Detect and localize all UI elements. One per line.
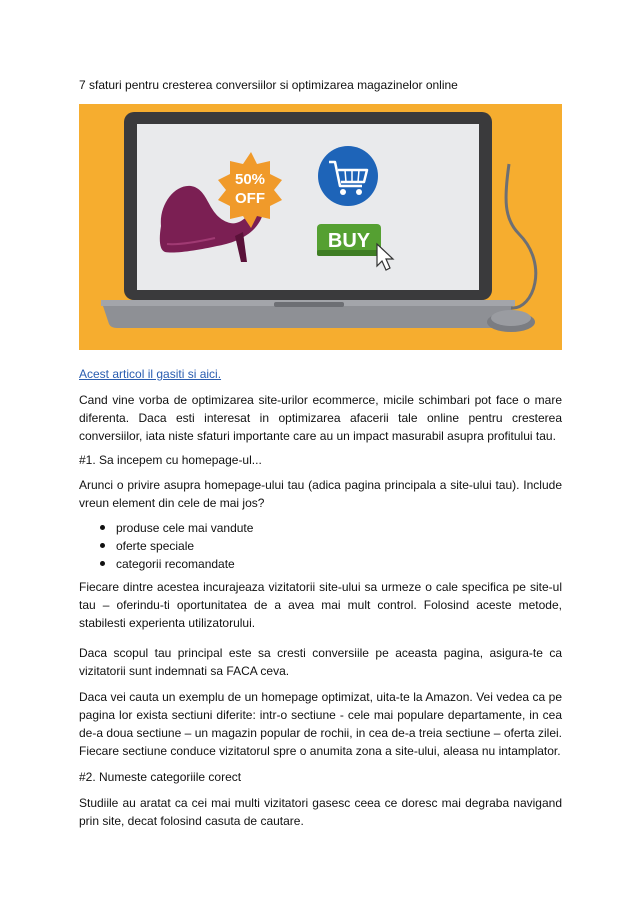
section1-paragraph-2: Fiecare dintre acestea incurajeaza vizitatorii site-ului sa urmeze o cale specifica pe site-ul tau – oferindu-ti oportunitatea de a avea mai mult control. Folosind aceste metode, stabilesti experienta utilizatorului. <box>79 580 562 630</box>
bullet-text: produse cele mai vandute <box>116 521 254 535</box>
buy-button-graphic <box>317 224 381 256</box>
buy-label: BUY <box>327 230 371 252</box>
section1-paragraph-1: Arunci o privire asupra homepage-ului tau (adica pagina principala a site-ului tau). Include vreun element din cele de mai jos? <box>79 478 562 510</box>
badge-off: OFF <box>235 190 265 207</box>
section2-paragraph-1: Studiile au aratat ca cei mai multi vizitatori gasesc ceea ce doresc mai degraba navigand prin site, decat folosind casuta de cautare. <box>79 796 562 828</box>
intro-paragraph: Cand vine vorba de optimizarea site-urilor ecommerce, micile schimbari pot face o mare diferenta. Daca esti interesat in optimizarea afacerii tale online pentru cresterea conversiilor, iata niste sfaturi importante care au un impact masurabil asupra profitului tau. <box>79 393 562 443</box>
section1-paragraph-4: Daca vei cauta un exemplu de un homepage optimizat, uita-te la Amazon. Vei vedea ca pe pagina lor exista sectiuni diferite: intr-o sectiune - cele mai populare departamente, in cea de-a doua sectiune – un magazin popular de rochii, in cea de-a treia sectiune – oferta zilei. Fiecare sectiune conduce vizitatorul spre o anumita zona a site-ului, aleasa nu intamplator. <box>79 690 562 758</box>
bullet-text: categorii recomandate <box>116 557 235 571</box>
hero-image <box>79 104 562 350</box>
list-item <box>79 555 253 573</box>
list-item <box>79 537 253 555</box>
bullet-icon <box>100 561 105 566</box>
section1-heading: #1. Sa incepem cu homepage-ul... <box>79 453 262 467</box>
bullet-icon <box>100 543 105 548</box>
badge-percent: 50% <box>234 171 266 188</box>
source-link[interactable]: Acest articol il gasiti si aici. <box>79 367 222 381</box>
bullet-list <box>79 519 253 573</box>
shopping-cart-icon <box>318 146 378 206</box>
bullet-icon <box>100 525 105 530</box>
section1-paragraph-3: Daca scopul tau principal este sa cresti conversiile pe aceasta pagina, asigura-te ca vizitatorii sunt indemnati sa FACA ceva. <box>79 646 562 678</box>
list-item <box>79 519 253 537</box>
section2-heading: #2. Numeste categoriile corect <box>79 770 242 784</box>
bullet-text: oferte speciale <box>116 539 195 553</box>
document-title: 7 sfaturi pentru cresterea conversiilor si optimizarea magazinelor online <box>79 78 458 92</box>
